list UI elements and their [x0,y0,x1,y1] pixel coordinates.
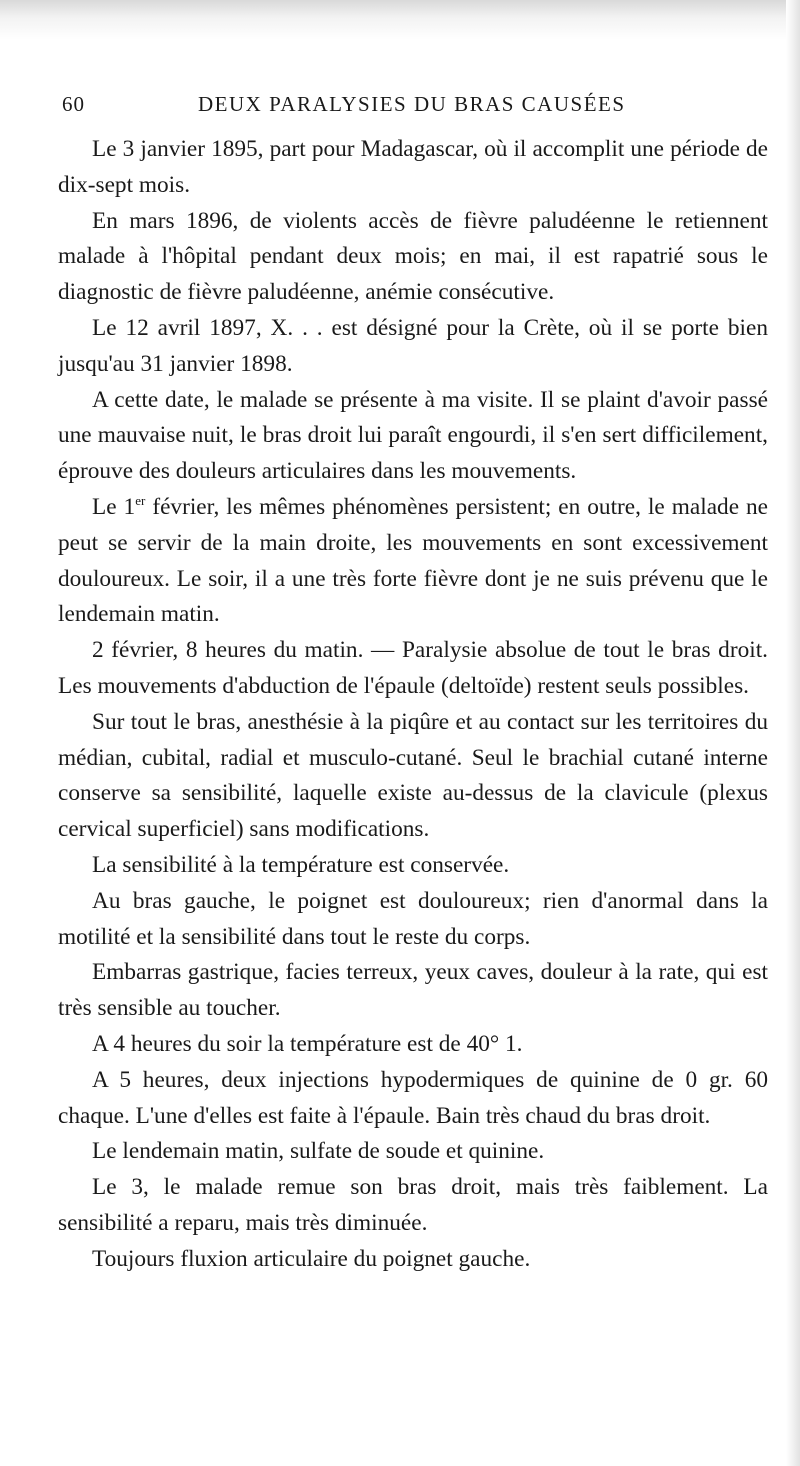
paragraph: A cette date, le malade se présente à ma visite. Il se plaint d'avoir passé une mauvaise nuit, le bras droit lui paraît engourdi, il s'en sert difficilement, éprouve des douleurs articulaires dans les mouvements. [58,386,768,485]
paragraph: Toujours fluxion articulaire du poignet gauche. [92,1245,531,1272]
paragraph: 2 février, 8 heures du matin. — Paralysie absolue de tout le bras droit. Les mouvements d'abduction de l'épaule (deltoïde) restent seuls possibles. [58,637,768,699]
running-title: DEUX PARALYSIES DU BRAS CAUSÉES [198,92,626,116]
paragraph: Sur tout le bras, anesthésie à la piqûre et au contact sur les territoires du médian, cubital, radial et musculo-cutané. Seul le brachial cutané interne conserve sa sensibilité, laquelle existe au-dessus de la clavicule (plexus cervical superficiel) sans modifications. [58,708,768,843]
paragraph [58,490,768,633]
page-number: 60 [62,92,85,116]
paragraph: A 5 heures, deux injections hypodermiques de quinine de 0 gr. 60 chaque. L'une d'elles est faite à l'épaule. Bain très chaud du bras droit. [58,1066,768,1129]
paragraph-text: février, les mêmes phénomènes persistent; en outre, le malade ne peut se servir de la main droite, les mouvements en sont excessivement douloureux. Le soir, il a une très forte fièvre dont je ne suis prévenu que le lendemain matin. [58,493,769,628]
paragraph: Embarras gastrique, facies terreux, yeux caves, douleur à la rate, qui est très sensible au toucher. [58,959,768,1022]
paragraph: Le 12 avril 1897, X. . . est désigné pour la Crète, où il se porte bien jusqu'au 31 janvier 1898. [58,314,768,377]
page-edge-shadow-top [0,0,800,40]
paragraph: Le 3, le malade remue son bras droit, mais très faiblement. La sensibilité a reparu, mais très diminuée. [58,1174,768,1236]
paragraph: Le 3 janvier 1895, part pour Madagascar, où il accomplit une période de dix-sept mois. [58,136,768,198]
page-header [62,88,762,122]
paragraph: Le lendemain matin, sulfate de soude et quinine. [92,1138,545,1165]
body-text [58,132,768,1278]
paragraph: En mars 1896, de violents accès de fièvre paludéenne le retiennent malade à l'hôpital pendant deux mois; en mai, il est rapatrié sous le diagnostic de fièvre paludéenne, anémie consécutive. [58,207,768,306]
ordinal-superscript: er [135,492,146,508]
page-edge-shadow-right [786,0,800,1466]
paragraph-text: Le 1 [92,493,136,520]
paragraph: La sensibilité à la température est conservée. [92,851,510,878]
paragraph: Au bras gauche, le poignet est douloureux; rien d'anormal dans la motilité et la sensibilité dans tout le reste du corps. [58,887,768,950]
paragraph: A 4 heures du soir la température est de 40° 1. [92,1030,523,1057]
